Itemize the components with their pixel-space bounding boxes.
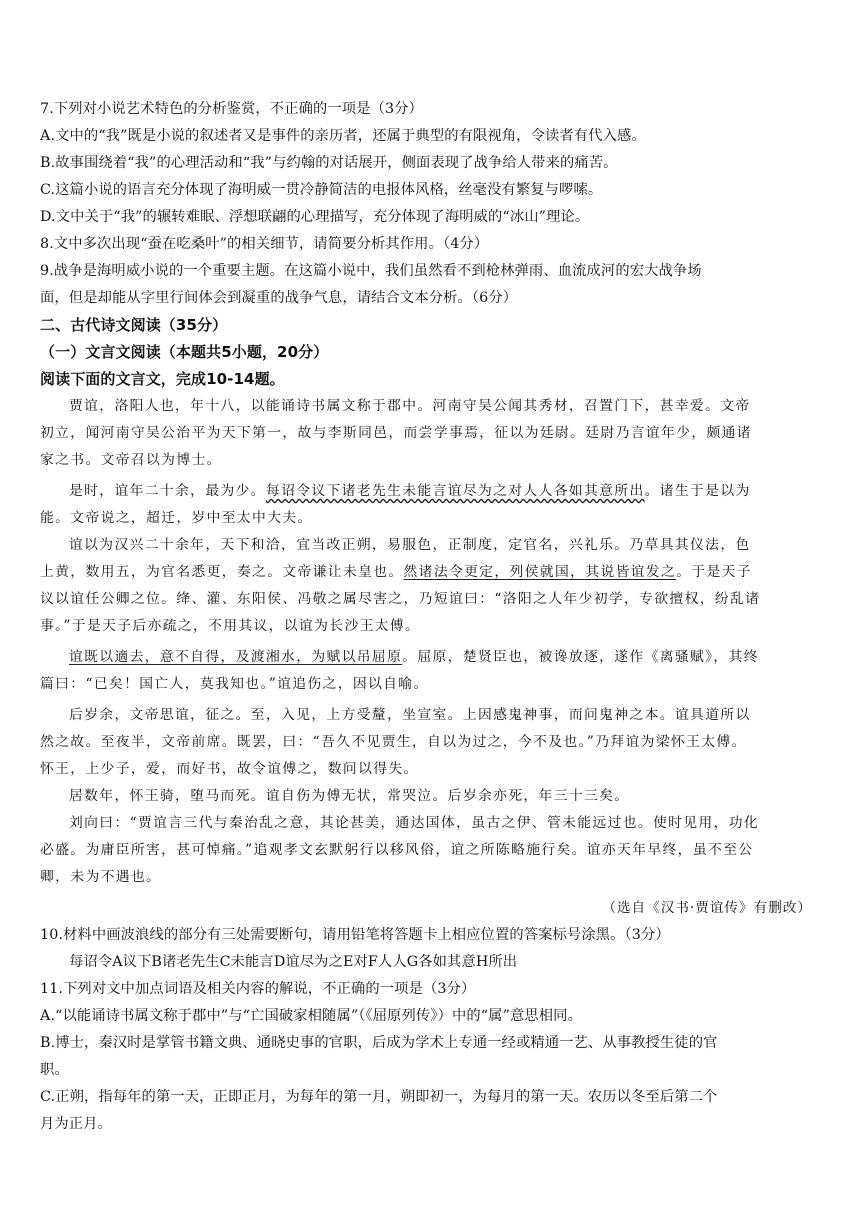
wavy-underlined-sentence: 每诏令议下诸老先生未能言谊尽为之对人人各如其意所出 [265,483,645,499]
passage-p7-line-1: 刘向曰：“贾谊言三代与秦治乱之意，其论甚美，通达国体，虽古之伊、管未能远过也。使时见用，功化 [69,815,760,831]
classical-passage [40,393,820,922]
exam-page [40,96,820,1138]
question-10-options: 每诏令A议下B诸老先生C未能言D谊尽为之E对F人人G各如其意H所出 [69,954,518,970]
passage-p6-line-1: 居数年，怀王骑，堕马而死。谊自伤为傅无状，常哭泣。后岁余亦死，年三十三矣。 [69,788,630,804]
passage-p5-line-3: 怀王，上少子，爱，而好书，故令谊傅之，数问以得失。 [40,761,419,777]
passage-p2-line-2: 能。文帝说之，超迁，岁中至太中大夫。 [40,510,313,526]
passage-p1-line-1: 贾谊，洛阳人也，年十八，以能诵诗书属文称于郡中。河南守吴公闻其秀材，召置门下，甚幸爱。文帝 [69,398,751,414]
passage-p3-text: 上黄，数用五，为官名悉更，奏之。文帝谦让未皇也。 [40,564,404,580]
passage-p4-line-1 [40,644,820,671]
underlined-sentence-1: 然诸法令更定，列侯就国，其说皆谊发之 [403,564,677,580]
question-11: 11.下列对文中加点词语及相关内容的解说，不正确的一项是（3分） [40,981,476,997]
question-7-option-c: C.这篇小说的语言充分体现了海明威一贯冷静简洁的电报体风格，丝毫没有繁复与啰嗦。 [40,182,603,198]
passage-p7-line-3: 卿，未为不遇也。 [40,869,162,885]
section-instruction: 阅读下面的文言文，完成10-14题。 [40,370,285,388]
question-7-option-b: B.故事围绕着“我”的心理活动和“我”与约翰的对话展开，侧面表现了战争给人带来的痛苦。 [40,155,618,171]
passage-p1-line-3: 家之书。文帝召以为博士。 [40,452,222,468]
passage-p2-text: 是时，谊年二十余，最为少。 [69,483,266,499]
question-7-option-a: A.文中的“我”既是小说的叙述者又是事件的亲历者，还属于典型的有限视角，令读者有代入感。 [40,128,646,144]
passage-p5-line-2: 然之故。至夜半，文帝前席。既罢，曰：“吾久不见贾生，自以为过之，今不及也。”乃拜谊为梁怀王太傅。 [40,734,747,750]
passage-p3-line-3: 议以谊任公卿之位。绛、灌、东阳侯、冯敬之属尽害之，乃短谊曰：“洛阳之人年少初学，专欲擅权，纷乱诸 [40,591,761,607]
question-11-option-c-line-2: 月为正月。 [40,1116,112,1132]
question-8: 8.文中多次出现“蚕在吃桑叶”的相关细节，请简要分析其作用。（4分） [40,236,489,252]
passage-p5-line-1: 后岁余，文帝思谊，征之。至，入见，上方受釐，坐宣室。上因感鬼神事，而问鬼神之本。谊具道所以 [69,707,751,723]
question-10: 10.材料中画波浪线的部分有三处需要断句，请用铅笔将答题卡上相应位置的答案标号涂黑。（3分） [40,927,670,943]
question-11-option-b-line-2: 职。 [40,1062,69,1078]
section-subtitle: （一）文言文阅读（本题共5小题，20分） [40,343,329,361]
passage-p4-line-2: 篇曰：“已矣！国亡人，莫我知也。”谊追伤之，因以自喻。 [40,676,429,692]
passage-p7-line-2: 必盛。为庸臣所害，甚可悼痛。”追观孝文玄默躬行以移风俗，谊之所陈略施行矣。谊亦天年早终，虽不至公 [40,842,754,858]
passage-source: （选自《汉书·贾谊传》有删改） [602,900,812,916]
passage-p4-text: 。屈原，楚贤臣也，被谗放逐，遂作《离骚赋》，其终 [402,649,759,665]
passage-p2-text-end: 。诸生于是以为 [644,483,751,499]
passage-p3-line-4: 事。”于是天子后亦疏之，不用其议，以谊为长沙王太傅。 [40,618,421,634]
question-9-line-2: 面，但是却能从字里行间体会到凝重的战争气息，请结合文本分析。（6分） [40,290,518,306]
underlined-sentence-2: 谊既以適去，意不自得，及渡湘水，为赋以吊屈原 [69,649,403,665]
passage-p3-line-1: 谊以为汉兴二十余年，天下和洽，宜当改正朔，易服色，正制度，定官名，兴礼乐。乃草具其仪法，色 [69,537,751,553]
section-title: 二、古代诗文阅读（35分） [40,316,228,334]
question-11-option-b-line-1: B.博士，秦汉时是掌管书籍文典、通晓史事的官职，后成为学术上专通一经或精通一艺、从事教授生徒的官 [40,1035,718,1051]
question-11-option-c-line-1: C.正朔，指每年的第一天，正即正月，为每年的第一月，朔即初一，为每月的第一天。农历以冬至后第二个 [40,1089,718,1105]
question-7: 7.下列对小说艺术特色的分析鉴赏，不正确的一项是（3分） [40,101,423,117]
question-7-option-d: D.文中关于“我”的辗转难眠、浮想联翩的心理描写，充分体现了海明威的“冰山”理论。 [40,209,590,225]
passage-p3-text-end: 。于是天子 [676,564,752,580]
question-9-line-1: 9.战争是海明威小说的一个重要主题。在这篇小说中，我们虽然看不到枪林弹雨、血流成河的宏大战争场 [40,263,702,279]
passage-p3-line-2 [40,559,820,586]
passage-p1-line-2: 初立，闻河南守吴公治平为天下第一，故与李斯同邑，而尝学事焉，征以为廷尉。廷尉乃言谊年少，颇通诸 [40,425,752,441]
question-11-option-a: A.“以能诵诗书属文称于郡中”与“亡国破家相随属”（《屈原列传》）中的“属”意思相同。 [40,1008,582,1024]
passage-p2-line-1 [40,478,820,505]
